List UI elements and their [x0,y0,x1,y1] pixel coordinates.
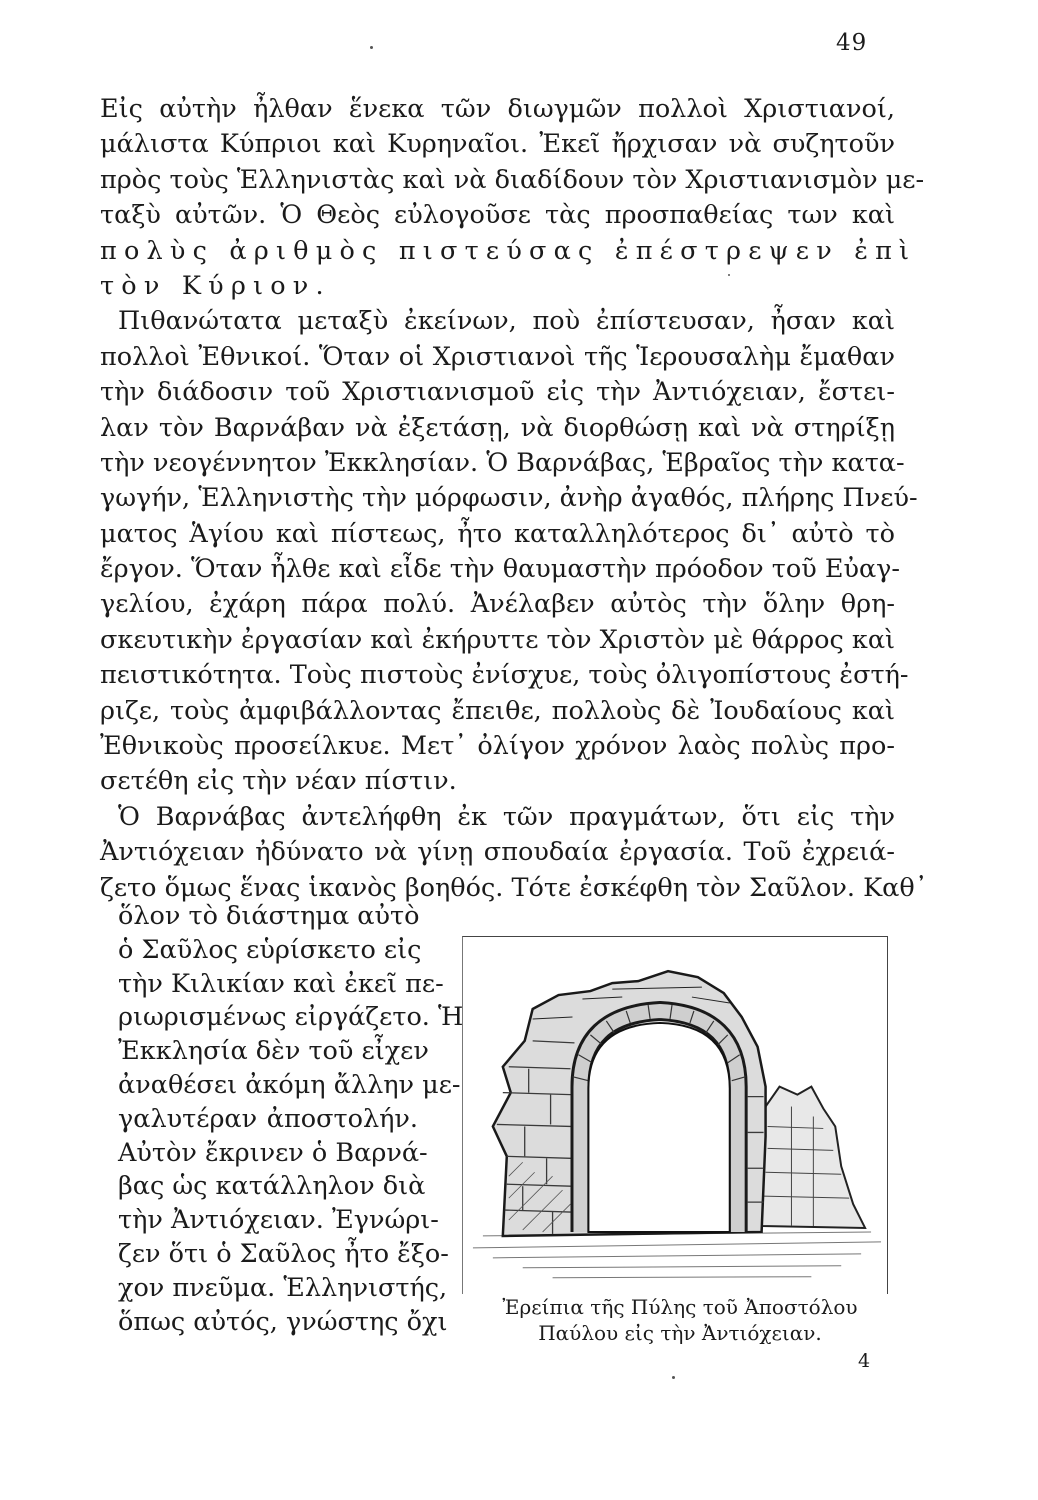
text-line: ριζε, τοὺς ἀμφιβάλλοντας ἔπειθε, πολλοὺς δὲ Ἰουδαίους καὶ [100,695,895,726]
text-line: Ἀντιόχειαν ἠδύνατο νὰ γίνῃ σπουδαία ἐργασία. Τοῦ ἐχρειά- [100,837,895,868]
narrow-text-line: ἀναθέσει ἀκόμη ἄλλην με- [118,1069,461,1100]
text-line: γελίου, ἐχάρη πάρα πολύ. Ἀνέλαβεν αὐτὸς τὴν ὅλην θρη- [100,589,895,620]
narrow-text-line: ὁ Σαῦλος εὑρίσκετο εἰς [118,934,422,965]
text-line: πολλοὶ Ἐθνικοί. Ὅταν οἱ Χριστιανοὶ τῆς Ἱερουσαλὴμ ἔμαθαν [100,341,895,372]
main-text [100,92,928,906]
paragraph-start: Πιθανώτατα μεταξὺ ἐκείνων, ποὺ ἐπίστευσαν, ἦσαν καὶ [118,306,895,337]
narrow-text-line: βας ὡς κατάλληλον διὰ [118,1171,426,1202]
narrow-text-line: τὴν Κιλικίαν καὶ ἐκεῖ πε- [118,968,444,999]
text-line: ματος Ἁγίου καὶ πίστεως, ἦτο καταλληλότερος δι᾽ αὐτὸ τὸ [100,518,895,549]
text-line: ἔργον. Ὅταν ἦλθε καὶ εἶδε τὴν θαυμαστὴν πρόοδον τοῦ Εὐαγ- [100,554,901,585]
caption-line: Ἐρείπια τῆς Πύλης τοῦ Ἀποστόλου [502,1295,858,1319]
text-line: τὴν διάδοσιν τοῦ Χριστιανισμοῦ εἰς τὴν Ἀντιόχειαν, ἔστει- [100,377,895,408]
text-line-spaced: πολὺς ἀριθμὸς πιστεύσας ἐπέστρεψεν ἐπὶ [100,235,917,266]
narrow-text-line: Ἐκκλησία δὲν τοῦ εἶχεν [118,1036,429,1067]
figure-caption [462,1294,898,1346]
text-line: σκευτικὴν ἐργασίαν καὶ ἐκήρυττε τὸν Χριστὸν μὲ θάρρος καὶ [100,624,896,655]
text-line: σετέθη εἰς τὴν νέαν πίστιν. [100,766,457,797]
text-line: ζετο ὅμως ἕνας ἱκανὸς βοηθός. Τότε ἐσκέφθη τὸν Σαῦλον. Καθ᾽ [100,872,928,903]
narrow-text-line: Αὐτὸν ἔκρινεν ὁ Βαρνά- [118,1137,428,1168]
ground-hatching [473,1232,881,1278]
print-speck [728,274,730,276]
text-line: Εἰς αὐτὴν ἦλθαν ἕνεκα τῶν διωγμῶν πολλοὶ Χριστιανοί, [100,94,895,124]
text-line: πρὸς τοὺς Ἑλληνιστὰς καὶ νὰ διαδίδουν τὸν Χριστιανισμὸν με- [100,164,925,195]
narrow-text-line: ὅλον τὸ διάστημα αὐτὸ [118,901,420,931]
narrow-text-line: ριωρισμένως εἰργάζετο. Ἡ [118,1002,464,1033]
page-number: 49 [836,30,868,56]
text-line-spaced: τὸν Κύριον. [100,270,331,301]
text-line: λαν τὸν Βαρνάβαν νὰ ἐξετάσῃ, νὰ διορθώσῃ καὶ νὰ στηρίξῃ [100,412,895,443]
gate-ruins-illustration [462,936,888,1294]
print-speck [672,1376,675,1379]
text-line: τὴν νεογέννητον Ἐκκλησίαν. Ὁ Βαρνάβας, Ἑβραῖος τὴν κατα- [100,447,905,478]
text-line: ταξὺ αὐτῶν. Ὁ Θεὸς εὐλογοῦσε τὰς προσπαθείας των καὶ [100,200,895,231]
paragraph-start: Ὁ Βαρνάβας ἀντελήφθη ἐκ τῶν πραγμάτων, ὅτι εἰς τὴν [118,801,895,832]
caption-line: Παύλου εἰς τὴν Ἀντιόχειαν. [538,1321,822,1345]
narrow-text-line: χον πνεῦμα. Ἑλληνιστής, [118,1272,448,1303]
narrow-text-column [118,900,464,1339]
narrow-text-line: τὴν Ἀντιόχειαν. Ἐγνώρι- [118,1205,439,1236]
narrow-text-line: ὅπως αὐτός, γνώστης ὄχι [118,1306,448,1337]
text-line: μάλιστα Κύπριοι καὶ Κυρηναῖοι. Ἐκεῖ ἤρχισαν νὰ συζητοῦν [100,129,895,160]
signature-mark: 4 [858,1350,871,1372]
arch-drawing [463,937,887,1294]
text-line: πειστικότητα. Τοὺς πιστοὺς ἐνίσχυε, τοὺς ὀλιγοπίστους ἐστή- [100,660,909,691]
print-speck [370,46,373,49]
narrow-text-line: ζεν ὅτι ὁ Σαῦλος ἦτο ἔξο- [118,1238,449,1269]
narrow-text-line: γαλυτέραν ἀποστολήν. [118,1103,418,1134]
text-line: γωγήν, Ἑλληνιστὴς τὴν μόρφωσιν, ἀνὴρ ἀγαθός, πλήρης Πνεύ- [100,483,918,514]
arch-opening [588,1023,729,1232]
text-line: Ἐθνικοὺς προσείλκυε. Μετ᾽ ὀλίγον χρόνον λαὸς πολὺς προ- [100,731,895,762]
